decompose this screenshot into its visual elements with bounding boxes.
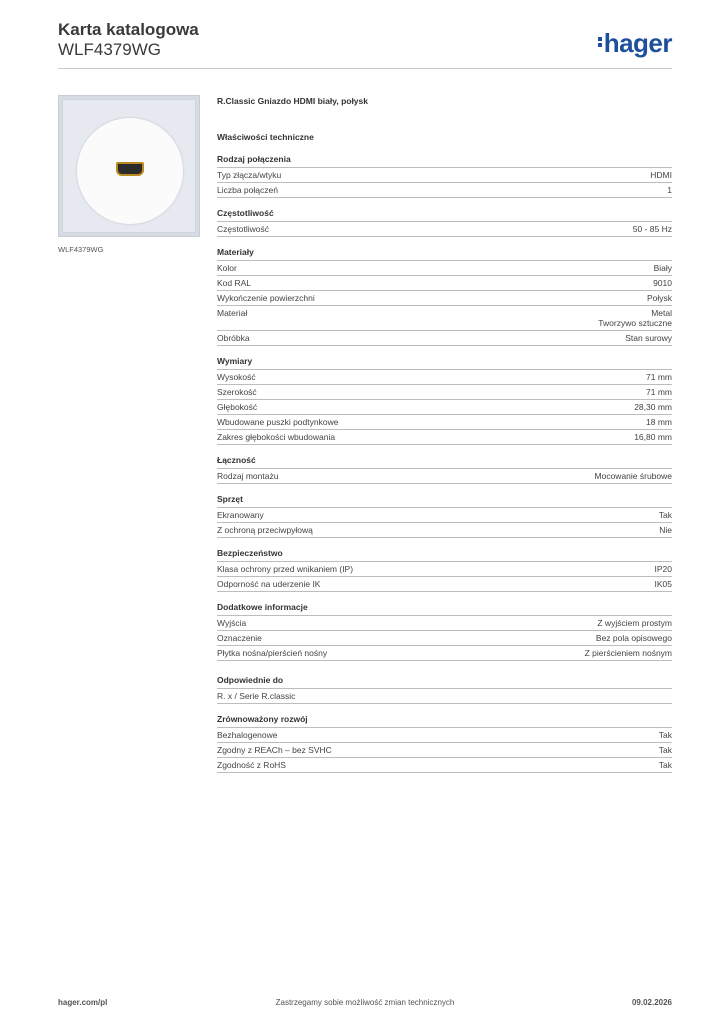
- spec-value: Tak: [658, 730, 672, 740]
- footer-date: 09.02.2026: [631, 998, 672, 1007]
- spec-group-title: Odpowiednie do: [217, 675, 672, 689]
- spec-group-title: Częstotliwość: [217, 208, 672, 222]
- spec-value: 18 mm: [646, 417, 672, 427]
- spec-value: Połysk: [646, 293, 672, 303]
- spec-label: Materiał: [217, 308, 248, 318]
- document-header: [58, 20, 199, 60]
- spec-row: [217, 261, 672, 276]
- spec-label: Zakres głębokości wbudowania: [217, 432, 336, 442]
- spec-label: Klasa ochrony przed wnikaniem (IP): [217, 564, 354, 574]
- spec-row: [217, 306, 672, 331]
- spec-label: Wyjścia: [217, 618, 247, 628]
- spec-row: [217, 430, 672, 445]
- spec-value: 1: [667, 185, 672, 195]
- spec-row: [217, 222, 672, 237]
- spec-value: Tak: [658, 510, 672, 520]
- spec-row: [217, 743, 672, 758]
- spec-label: Zgodność z RoHS: [217, 760, 286, 770]
- spec-label: Wbudowane puszki podtynkowe: [217, 417, 339, 427]
- spec-row: [217, 415, 672, 430]
- spec-value: 28,30 mm: [634, 402, 672, 412]
- spec-row: [217, 400, 672, 415]
- spec-label: Odporność na uderzenie IK: [217, 579, 321, 589]
- spec-label: Z ochroną przeciwpyłową: [217, 525, 313, 535]
- spec-label: Obróbka: [217, 333, 250, 343]
- spec-row: [217, 168, 672, 183]
- footer-website: hager.com/pl: [58, 998, 108, 1007]
- spec-label: R. x / Serie R.classic: [217, 691, 296, 701]
- spec-group: [217, 356, 672, 445]
- spec-group: [217, 208, 672, 237]
- spec-value: 16,80 mm: [634, 432, 672, 442]
- spec-group: [217, 548, 672, 592]
- spec-group: [217, 247, 672, 346]
- spec-row: [217, 385, 672, 400]
- footer-disclaimer: Zastrzegamy sobie możliwość zmian technicznych: [275, 998, 455, 1007]
- spec-value: Tak: [658, 760, 672, 770]
- spec-group-title: Sprzęt: [217, 494, 672, 508]
- spec-row: [217, 728, 672, 743]
- section-heading: Właściwości techniczne: [217, 132, 314, 142]
- spec-row: [217, 562, 672, 577]
- spec-label: Bezhalogenowe: [217, 730, 278, 740]
- spec-content: [217, 96, 672, 783]
- spec-group-title: Dodatkowe informacje: [217, 602, 672, 616]
- page-footer: [58, 998, 672, 1010]
- spec-row: [217, 689, 672, 704]
- spec-value: Nie: [659, 525, 672, 535]
- header-divider: [58, 68, 672, 69]
- spec-row: [217, 523, 672, 538]
- spec-label: Rodzaj montażu: [217, 471, 279, 481]
- spec-value: HDMI: [650, 170, 672, 180]
- logo-text: hager: [603, 28, 672, 58]
- spec-label: Szerokość: [217, 387, 257, 397]
- spec-group: [217, 675, 672, 704]
- spec-group-title: Rodzaj połączenia: [217, 154, 672, 168]
- spec-row: [217, 331, 672, 346]
- spec-label: Częstotliwość: [217, 224, 269, 234]
- product-image: [58, 95, 200, 237]
- logo-dots-icon: [598, 35, 603, 49]
- suitable-for-section: [217, 675, 672, 704]
- spec-label: Wysokość: [217, 372, 256, 382]
- spec-group: [217, 494, 672, 538]
- spec-label: Płytka nośna/pierścień nośny: [217, 648, 328, 658]
- spec-row: [217, 758, 672, 773]
- spec-group: [217, 714, 672, 773]
- spec-row: [217, 469, 672, 484]
- hdmi-port-icon: [116, 162, 144, 176]
- spec-label: Kolor: [217, 263, 237, 273]
- spec-group: [217, 154, 672, 198]
- spec-label: Typ złącza/wtyku: [217, 170, 282, 180]
- spec-value: Stan surowy: [625, 333, 672, 343]
- spec-value: Mocowanie śrubowe: [594, 471, 672, 481]
- sustainability-section: [217, 714, 672, 773]
- spec-group-title: Materiały: [217, 247, 672, 261]
- spec-label: Oznaczenie: [217, 633, 262, 643]
- spec-label: Głębokość: [217, 402, 258, 412]
- spec-value: Metal Tworzywo sztuczne: [598, 308, 672, 328]
- spec-value: 71 mm: [646, 387, 672, 397]
- socket-cover: [77, 118, 183, 224]
- spec-value: Z pierścieniem nośnym: [584, 648, 672, 658]
- spec-value: Z wyjściem prostym: [597, 618, 672, 628]
- spec-row: [217, 508, 672, 523]
- product-title: R.Classic Gniazdo HDMI biały, połysk: [217, 96, 368, 106]
- spec-value: 9010: [653, 278, 672, 288]
- spec-label: Liczba połączeń: [217, 185, 278, 195]
- hager-logo: [598, 28, 672, 59]
- spec-row: [217, 577, 672, 592]
- spec-group-title: Zrównoważony rozwój: [217, 714, 672, 728]
- spec-row: [217, 291, 672, 306]
- spec-value: Tak: [658, 745, 672, 755]
- spec-value: 50 - 85 Hz: [632, 224, 672, 234]
- spec-row: [217, 183, 672, 198]
- spec-value: Bez pola opisowego: [595, 633, 672, 643]
- product-code: WLF4379WG: [58, 40, 161, 59]
- spec-row: [217, 370, 672, 385]
- document-type: Karta katalogowa: [58, 20, 199, 39]
- image-caption: WLF4379WG: [58, 245, 104, 254]
- spec-label: Wykończenie powierzchni: [217, 293, 315, 303]
- spec-group: [217, 455, 672, 484]
- spec-row: [217, 616, 672, 631]
- spec-row: [217, 631, 672, 646]
- spec-value: 71 mm: [646, 372, 672, 382]
- spec-groups: [217, 154, 672, 661]
- spec-group-title: Łączność: [217, 455, 672, 469]
- spec-row: [217, 276, 672, 291]
- spec-label: Ekranowany: [217, 510, 264, 520]
- spec-row: [217, 646, 672, 661]
- spec-label: Kod RAL: [217, 278, 252, 288]
- spec-value: IP20: [654, 564, 672, 574]
- spec-group: [217, 602, 672, 661]
- spec-group-title: Wymiary: [217, 356, 672, 370]
- spec-value: Biały: [653, 263, 672, 273]
- spec-label: Zgodny z REACh – bez SVHC: [217, 745, 332, 755]
- spec-value: IK05: [654, 579, 672, 589]
- spec-group-title: Bezpieczeństwo: [217, 548, 672, 562]
